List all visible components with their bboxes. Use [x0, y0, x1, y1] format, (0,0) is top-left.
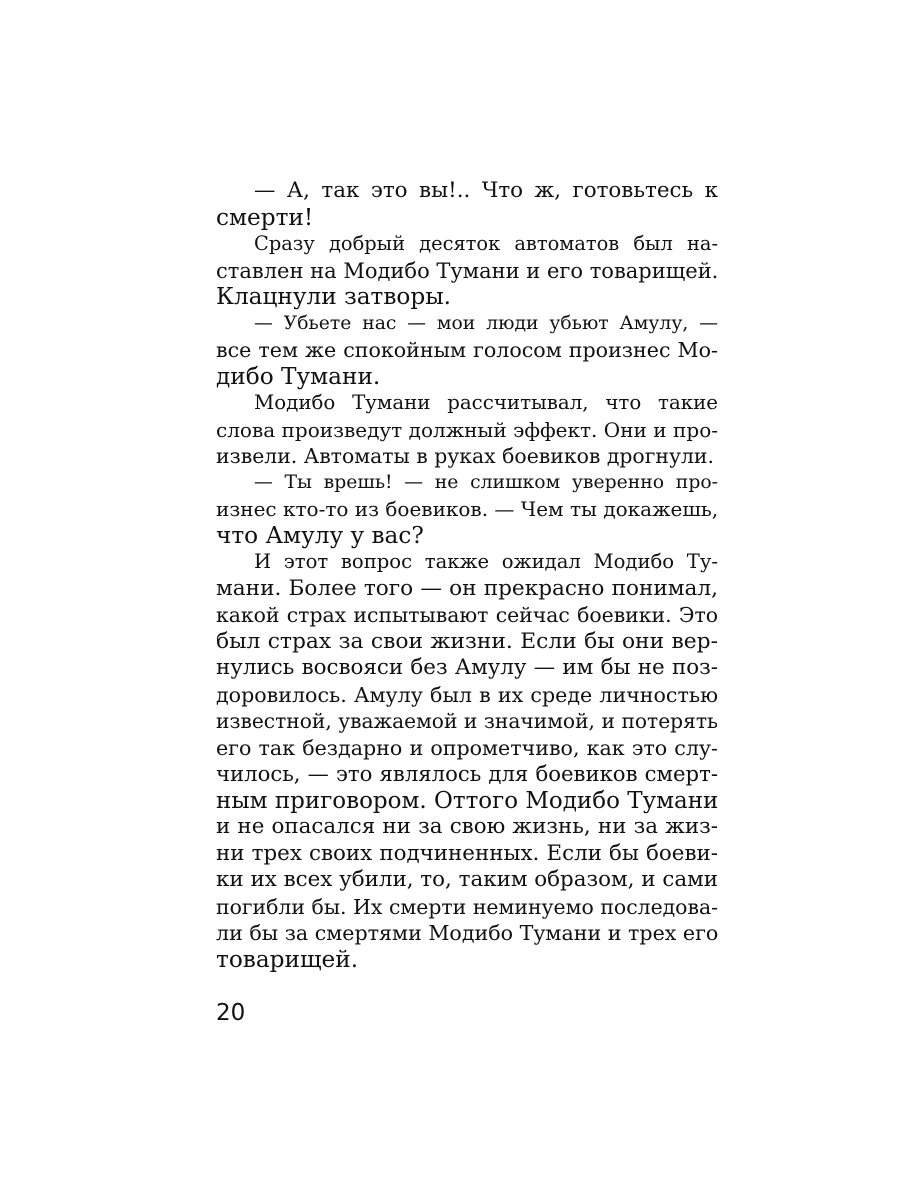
text-line: ки их всех убили, то, таким образом, и сами: [216, 867, 718, 892]
text-line: известной, уважаемой и значимой, и потерять: [216, 709, 718, 733]
text-line: все тем же спокойным голосом произнес Мо-: [216, 338, 718, 362]
text-line: изнес кто-то из боевиков. — Чем ты докажешь,: [216, 497, 719, 521]
text-line: погибли бы. Их смерти неминуемо последова-: [216, 894, 718, 919]
text-line: — А, так это вы!.. Что ж, готовьтесь к: [254, 178, 718, 203]
text-line: нулись восвояси без Амулу — им бы не поз-: [216, 655, 718, 680]
text-line: Модибо Тумани рассчитывал, что такие: [254, 391, 718, 414]
text-line: его так бездарно и опрометчиво, как это слу-: [216, 735, 718, 760]
text-line: слова произведут должный эффект. Они и про-: [216, 417, 718, 442]
text-line: доровилось. Амулу был в их среде личностью: [216, 682, 718, 707]
text-line: ли бы за смертями Модибо Тумани и трех его: [216, 921, 719, 945]
text-line: — Убьете нас — мои люди убьют Амулу, —: [254, 312, 718, 334]
text-line: что Амулу у вас?: [216, 521, 424, 549]
text-line: товарищей.: [216, 945, 359, 973]
page-number: 20: [216, 1000, 246, 1026]
text-line: Сразу добрый десяток автоматов был на-: [254, 232, 718, 255]
text-line: и не опасался ни за свою жизнь, ни за жиз-: [216, 814, 718, 839]
text-line: дибо Тумани.: [216, 362, 381, 390]
text-line: какой страх испытывают сейчас боевики. Это: [216, 603, 718, 627]
text-line: ным приговором. Оттого Модибо Тумани: [216, 787, 719, 814]
text-line: чилось, — это являлось для боевиков смерт-: [216, 761, 718, 786]
text-line: И этот вопрос также ожидал Модибо Ту-: [254, 550, 718, 573]
text-line: был страх за свои жизни. Если бы они вер-: [216, 628, 718, 654]
body-text: [216, 178, 718, 973]
text-line: — Ты врешь! — не слишком уверенно про-: [254, 471, 718, 493]
text-line: мани. Более того — он прекрасно понимал,: [216, 575, 718, 601]
text-line: ставлен на Модибо Тумани и его товарищей.: [216, 258, 719, 283]
text-line: извели. Автоматы в руках боевиков дрогнули.: [216, 444, 714, 468]
text-line: смерти!: [216, 203, 314, 231]
text-line: Клацнули затворы.: [216, 283, 452, 310]
text-line: ни трех своих подчиненных. Если бы боеви-: [216, 840, 718, 866]
